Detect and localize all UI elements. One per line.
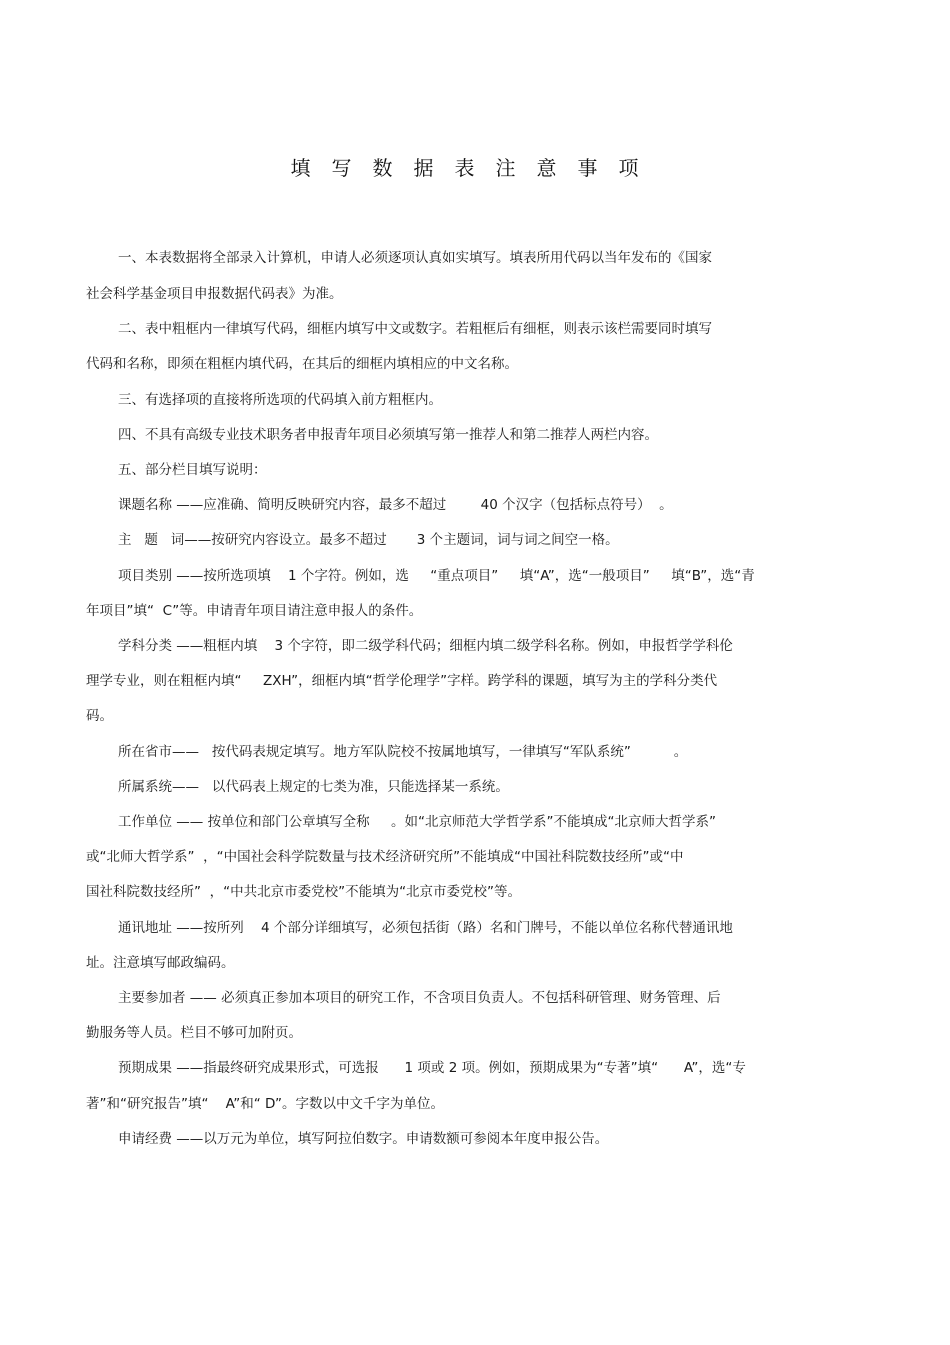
text-line: 或“北师大哲学系” ，“中国社会科学院数量与技术经济研究所”不能填成“中国社科院数技经所”或“中 bbox=[86, 849, 684, 865]
text-line: 址。注意填写邮政编码。 bbox=[86, 955, 235, 971]
text-line: 主要参加者 —— 必须真正参加本项目的研究工作，不含项目负责人。不包括科研管理、财务管理、后 bbox=[118, 990, 721, 1006]
text-line: 工作单位 —— 按单位和部门公章填写全称 。如“北京师范大学哲学系”不能填成“北京师大哲学系” bbox=[118, 814, 717, 830]
text-line: 通讯地址 ——按所列 4 个部分详细填写，必须包括街（路）名和门牌号，不能以单位名称代替通讯地 bbox=[118, 920, 733, 936]
text-line: 著”和“研究报告”填“ A”和“ D”。字数以中文千字为单位。 bbox=[86, 1096, 445, 1112]
text-line: 项目类别 ——按所选项填 1 个字符。例如，选 “重点项目” 填“A”，选“一般项目” 填“B”，选“青 bbox=[118, 568, 755, 584]
text-line: 申请经费 ——以万元为单位，填写阿拉伯数字。申请数额可参阅本年度申报公告。 bbox=[118, 1131, 609, 1147]
text-line: 学科分类 ——粗框内填 3 个字符，即二级学科代码；细框内填二级学科名称。例如，申报哲学学科伦 bbox=[118, 638, 733, 654]
text-line: 课题名称 ——应准确、简明反映研究内容，最多不超过 40 个汉字（包括标点符号） 。 bbox=[118, 497, 673, 513]
text-line: 三、有选择项的直接将所选项的代码填入前方粗框内。 bbox=[118, 392, 442, 408]
text-line: 国社科院数技经所” ，“中共北京市委党校”不能填为“北京市委党校”等。 bbox=[86, 884, 522, 900]
text-line: 二、表中粗框内一律填写代码，细框内填写中文或数字。若粗框后有细框，则表示该栏需要同时填写 bbox=[118, 321, 712, 337]
text-line: 五、部分栏目填写说明： bbox=[118, 462, 267, 478]
text-line: 一、本表数据将全部录入计算机，申请人必须逐项认真如实填写。填表所用代码以当年发布的《国家 bbox=[118, 250, 712, 266]
text-line: 四、不具有高级专业技术职务者申报青年项目必须填写第一推荐人和第二推荐人两栏内容。 bbox=[118, 427, 658, 443]
text-line: 码。 bbox=[86, 708, 113, 724]
text-line: 年项目”填“ C”等。申请青年项目请注意申报人的条件。 bbox=[86, 603, 423, 619]
text-line: 预期成果 ——指最终研究成果形式，可选报 1 项或 2 项。例如，预期成果为“专著”填“ A”，选“专 bbox=[118, 1060, 746, 1076]
text-line: 主 题 词——按研究内容设立。最多不超过 3 个主题词，词与词之间空一格。 bbox=[118, 532, 619, 548]
text-line: 代码和名称，即须在粗框内填代码，在其后的细框内填相应的中文名称。 bbox=[86, 356, 518, 372]
text-line: 理学专业，则在粗框内填“ ZXH”，细框内填“哲学伦理学”字样。跨学科的课题，填写为主的学科分类代 bbox=[86, 673, 718, 689]
text-line: 勤服务等人员。栏目不够可加附页。 bbox=[86, 1025, 302, 1041]
text-line: 所在省市—— 按代码表规定填写。地方军队院校不按属地填写，一律填写“军队系统” 。 bbox=[118, 744, 688, 760]
text-line: 所属系统—— 以代码表上规定的七类为准，只能选择某一系统。 bbox=[118, 779, 509, 795]
document-title: 填写数据表注意事项 bbox=[290, 156, 660, 180]
text-line: 社会科学基金项目申报数据代码表》为准。 bbox=[86, 286, 343, 302]
